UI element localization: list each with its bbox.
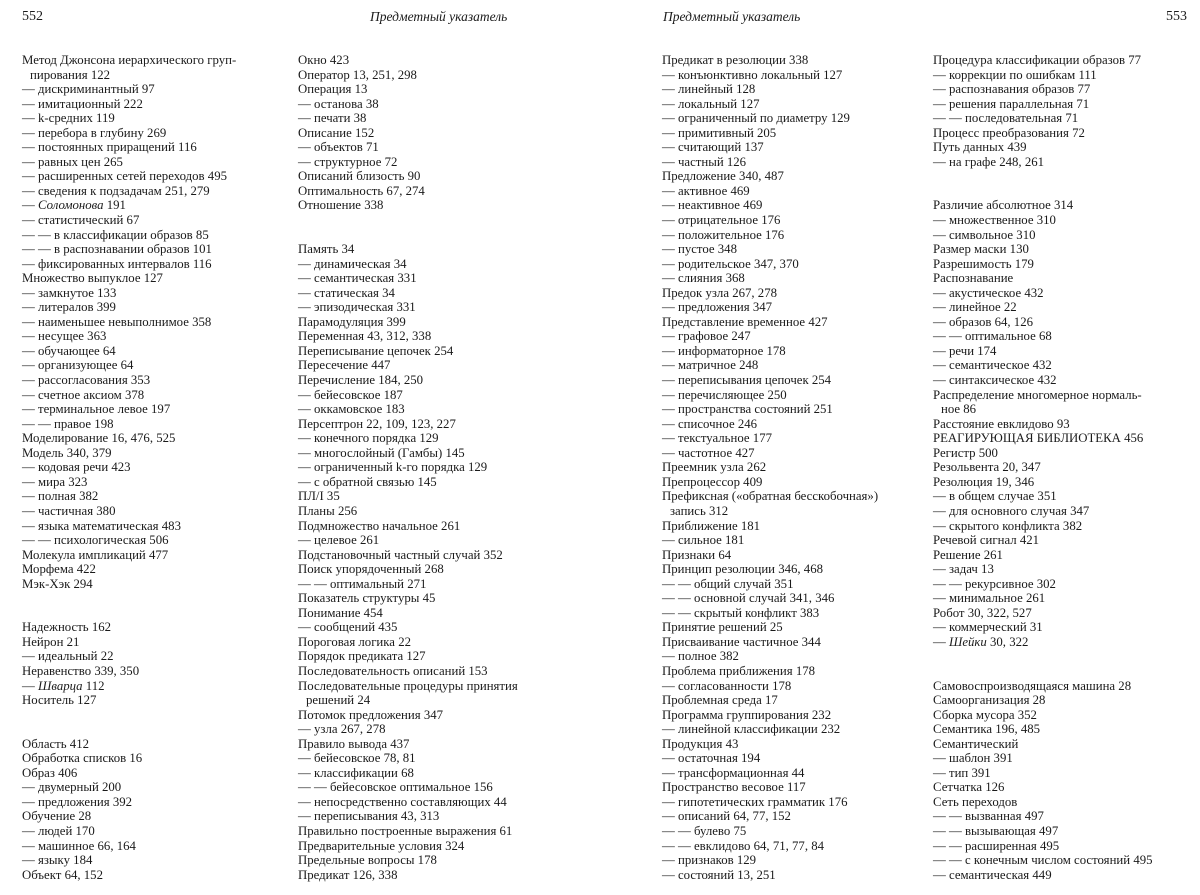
index-entry: Предикат 126, 338 (298, 867, 398, 882)
index-entry: — оккамовское 183 (298, 402, 405, 417)
index-entry: Парамодуляция 399 (298, 314, 406, 329)
index-entry: — полная 382 (22, 489, 99, 504)
index-entry: — постоянных приращений 116 (22, 140, 197, 155)
index-entry: — активное 469 (662, 183, 750, 198)
index-entry: Речевой сигнал 421 (933, 533, 1040, 548)
section-gap (298, 228, 598, 243)
index-entry: Семантический (933, 736, 1019, 751)
index-entry: Потомок предложения 347 (298, 707, 444, 722)
index-entry: — решения параллельная 71 (933, 96, 1090, 111)
index-entry: — — вызванная 497 (933, 809, 1044, 824)
index-entry: Объект 64, 152 (22, 867, 103, 882)
index-entry: Нейрон 21 (22, 634, 80, 649)
index-entry: Модель 340, 379 (22, 445, 112, 460)
left-page-number: 552 (22, 9, 43, 24)
index-entry: Расстояние евклидово 93 (933, 416, 1070, 431)
index-entry: Семантика 196, 485 (933, 722, 1041, 737)
index-entry: Описание 152 (298, 125, 375, 140)
index-entry: — расширенных сетей переходов 495 (22, 169, 227, 184)
index-entry: — — основной случай 341, 346 (662, 591, 835, 606)
index-entry: — состояний 13, 251 (662, 867, 776, 882)
index-entry: — семантическая 331 (298, 271, 417, 286)
index-entry: — динамическая 34 (298, 256, 407, 271)
index-entry: — синтаксическое 432 (933, 373, 1057, 388)
index-entry: — в общем случае 351 (933, 489, 1057, 504)
index-entry: Разрешимость 179 (933, 256, 1034, 271)
section-gap (22, 708, 292, 723)
index-entry: Область 412 (22, 736, 90, 751)
index-entry: — задач 13 (933, 562, 994, 577)
index-entry: — трансформационная 44 (662, 765, 805, 780)
index-entry: Молекула импликаций 477 (22, 547, 169, 562)
index-entry: — локальный 127 (662, 96, 760, 111)
index-entry: Программа группирования 232 (662, 707, 832, 722)
index-entry: — гипотетических грамматик 176 (662, 794, 848, 809)
index-entry: Показатель структуры 45 (298, 591, 436, 606)
index-entry: — несущее 363 (22, 329, 107, 344)
index-entry: Переменная 43, 312, 338 (298, 329, 432, 344)
index-entry: Робот 30, 322, 527 (933, 605, 1032, 620)
index-entry: Пороговая логика 22 (298, 634, 411, 649)
index-entry: — тип 391 (933, 765, 991, 780)
index-entry: Резолюция 19, 346 (933, 474, 1035, 489)
index-entry: Морфема 422 (22, 562, 96, 577)
index-entry: — структурное 72 (298, 154, 398, 169)
index-entry: Продукция 43 (662, 736, 739, 751)
index-entry: Принятие решений 25 (662, 620, 783, 635)
index-entry: — — последовательная 71 (933, 111, 1079, 126)
index-entry: Процедура классификации образов 77 (933, 53, 1142, 67)
index-entry: — линейной классификации 232 (662, 722, 841, 737)
index-entry: — бейесовское 78, 81 (298, 751, 416, 766)
index-entry: — с обратной связью 145 (298, 474, 437, 489)
index-entry: — — булево 75 (662, 823, 747, 838)
index-entry: — информаторное 178 (662, 343, 786, 358)
section-gap (22, 606, 292, 621)
index-entry: — коррекции по ошибкам 111 (933, 67, 1097, 82)
index-entry: — частичная 380 (22, 503, 116, 518)
index-entry: Надежность 162 (22, 620, 112, 635)
right-page (600, 0, 1200, 895)
index-entry: Принцип резолюции 346, 468 (662, 562, 824, 577)
index-entry: Проблема приближения 178 (662, 663, 816, 678)
index-column-1 (22, 53, 292, 882)
index-entry: Переписывание цепочек 254 (298, 343, 454, 358)
index-entry: Персептрон 22, 109, 123, 227 (298, 416, 456, 431)
index-entry: Префиксная («обратная бесскобочная») (662, 489, 879, 504)
index-entry: — конъюнктивно локальный 127 (662, 67, 843, 82)
section-gap (933, 649, 1198, 664)
index-entry: Резольвента 20, 347 (933, 460, 1041, 475)
section-gap (22, 591, 292, 606)
index-entry: — семантическое 432 (933, 358, 1052, 373)
index-entry: Предложение 340, 487 (662, 169, 784, 184)
index-entry: — непосредственно составляющих 44 (298, 794, 507, 809)
index-entry: — замкнутое 133 (22, 285, 117, 300)
index-entry: — — в распознавании образов 101 (22, 242, 212, 257)
index-entry: — дискриминантный 97 (22, 82, 155, 97)
index-entry: — семантическая 449 (933, 867, 1052, 882)
index-entry: — согласованности 178 (662, 678, 792, 693)
index-entry: — — вызывающая 497 (933, 823, 1059, 838)
index-entry: Моделирование 16, 476, 525 (22, 431, 176, 446)
index-entry: — перечисляющее 250 (662, 387, 787, 402)
index-entry: — k-средних 119 (22, 111, 115, 126)
index-entry: Преемник узла 262 (662, 460, 767, 475)
index-entry: — сильное 181 (662, 533, 745, 548)
index-entry: — рассогласования 353 (22, 373, 151, 388)
index-entry: — признаков 129 (662, 853, 757, 868)
index-entry: — счетное аксиом 378 (22, 387, 145, 402)
index-entry: Планы 256 (298, 503, 358, 518)
index-entry: — языку 184 (22, 853, 93, 868)
index-entry: — текстуальное 177 (662, 431, 772, 446)
index-entry: Сетчатка 126 (933, 780, 1005, 795)
index-entry: — целевое 261 (298, 533, 380, 548)
index-entry: Приближение 181 (662, 518, 761, 533)
index-entry: — языка математическая 483 (22, 518, 181, 533)
index-entry: Правило вывода 437 (298, 736, 410, 751)
index-entry: Мэк-Хэк 294 (22, 576, 93, 591)
index-entry: Путь данных 439 (933, 140, 1027, 155)
index-entry: — узла 267, 278 (298, 722, 386, 737)
index-entry: Предок узла 267, 278 (662, 285, 777, 300)
index-entry: — слияния 368 (662, 271, 745, 286)
index-entry: Признаки 64 (662, 547, 732, 562)
index-entry: Оператор 13, 251, 298 (298, 67, 417, 82)
index-entry: Предварительные условия 324 (298, 838, 465, 853)
index-entry: — фиксированных интервалов 116 (22, 256, 212, 271)
index-entry: — статическая 34 (298, 285, 395, 300)
index-entry: — — общий случай 351 (662, 576, 794, 591)
index-entry: — терминальное левое 197 (22, 402, 171, 417)
index-entry: — считающий 137 (662, 140, 764, 155)
index-entry: Носитель 127 (22, 693, 97, 708)
index-entry: Присваивание частичное 344 (662, 634, 821, 649)
index-entry: Поиск упорядоченный 268 (298, 562, 444, 577)
index-entry: — сообщений 435 (298, 620, 398, 635)
index-column-4 (933, 53, 1198, 882)
index-entry: — — бейесовское оптимальное 156 (298, 780, 493, 795)
index-entry: Препроцессор 409 (662, 474, 763, 489)
index-entry: — переписывания цепочек 254 (662, 373, 832, 388)
index-entry: — шаблон 391 (933, 751, 1013, 766)
index-entry: — объектов 71 (298, 140, 379, 155)
index-entry: Множество выпуклое 127 (22, 271, 163, 286)
index-entry: Самовоспроизводящаяся машина 28 (933, 678, 1132, 693)
index-entry: Описаний близость 90 (298, 169, 421, 184)
index-entry: Распознавание (933, 271, 1014, 286)
index-entry: — множественное 310 (933, 213, 1056, 228)
index-entry: — имитационный 222 (22, 96, 143, 111)
index-entry: — коммерческий 31 (933, 620, 1043, 635)
index-entry: — эпизодическая 331 (298, 300, 416, 315)
index-entry: Размер маски 130 (933, 242, 1029, 257)
section-gap (298, 213, 598, 228)
index-entry: — символьное 310 (933, 227, 1036, 242)
index-entry: — родительское 347, 370 (662, 256, 799, 271)
index-entry: Процесс преобразования 72 (933, 125, 1085, 140)
index-entry: — образов 64, 126 (933, 314, 1033, 329)
index-entry: Порядок предиката 127 (298, 649, 426, 664)
index-entry: Неравенство 339, 350 (22, 663, 140, 678)
index-entry: — литералов 399 (22, 300, 116, 315)
index-entry: — предложения 347 (662, 300, 773, 315)
left-running-title: Предметный указатель (370, 9, 508, 24)
index-entry: — минимальное 261 (933, 591, 1046, 606)
index-entry: — отрицательное 176 (662, 213, 781, 228)
index-entry: Память 34 (298, 242, 355, 257)
index-entry: Обучение 28 (22, 809, 92, 824)
index-entry: Представление временное 427 (662, 314, 828, 329)
index-entry: Последовательность описаний 153 (298, 663, 488, 678)
index-entry: — ограниченный по диаметру 129 (662, 111, 850, 126)
index-entry: — конечного порядка 129 (298, 431, 439, 446)
index-entry: Обработка списков 16 (22, 751, 143, 766)
index-entry: — линейное 22 (933, 300, 1017, 315)
index-entry: Решение 261 (933, 547, 1003, 562)
index-entry: — — евклидово 64, 71, 77, 84 (662, 838, 825, 853)
index-entry: — пространства состояний 251 (662, 402, 833, 417)
index-entry: Проблемная среда 17 (662, 693, 778, 708)
section-gap (933, 169, 1198, 184)
right-running-title: Предметный указатель (663, 9, 801, 24)
section-gap (933, 184, 1198, 199)
index-entry: — многослойный (Гамбы) 145 (298, 445, 465, 460)
index-entry: — классификации 68 (298, 765, 414, 780)
index-entry: — неактивное 469 (662, 198, 763, 213)
index-entry: — частный 126 (662, 154, 747, 169)
index-entry: Последовательные процедуры принятия (298, 678, 518, 693)
index-entry: ное 86 (941, 402, 977, 417)
index-entry: — идеальный 22 (22, 649, 114, 664)
index-entry: — Шварца 112 (22, 678, 105, 693)
index-entry: — — расширенная 495 (933, 838, 1060, 853)
index-entry: — предложения 392 (22, 794, 133, 809)
index-entry: — наименьшее невыполнимое 358 (22, 314, 212, 329)
index-entry: — пустое 348 (662, 242, 737, 257)
index-entry: Распределение многомерное нормаль- (933, 387, 1142, 402)
right-page-number: 553 (1166, 9, 1187, 24)
index-entry: — кодовая речи 423 (22, 460, 131, 475)
index-entry: Подмножество начальное 261 (298, 518, 461, 533)
section-gap (22, 722, 292, 737)
index-entry: — печати 38 (298, 111, 367, 126)
index-column-3 (662, 53, 927, 882)
index-entry: Самоорганизация 28 (933, 693, 1046, 708)
index-entry: — — оптимальное 68 (933, 329, 1052, 344)
index-entry: — положительное 176 (662, 227, 785, 242)
index-entry: запись 312 (670, 503, 729, 518)
index-entry: Подстановочный частный случай 352 (298, 547, 503, 562)
index-entry: решений 24 (306, 693, 371, 708)
index-entry: — — психологическая 506 (22, 533, 169, 548)
index-entry: Пространство весовое 117 (662, 780, 806, 795)
index-entry: — примитивный 205 (662, 125, 777, 140)
index-entry: — перебора в глубину 269 (22, 125, 167, 140)
index-entry: — скрытого конфликта 382 (933, 518, 1083, 533)
index-entry: пирования 122 (30, 67, 111, 82)
index-entry: — обучающее 64 (22, 343, 116, 358)
index-entry: — матричное 248 (662, 358, 759, 373)
index-entry: Операция 13 (298, 82, 368, 97)
index-entry: — акустическое 432 (933, 285, 1044, 300)
index-entry: — линейный 128 (662, 82, 756, 97)
index-entry: — частотное 427 (662, 445, 755, 460)
index-entry: Правильно построенные выражения 61 (298, 823, 513, 838)
index-entry: Оптимальность 67, 274 (298, 183, 425, 198)
index-entry: Образ 406 (22, 765, 78, 780)
index-entry: — для основного случая 347 (933, 503, 1090, 518)
index-entry: — описаний 64, 77, 152 (662, 809, 791, 824)
index-entry: — — правое 198 (22, 416, 114, 431)
index-entry: — Шейки 30, 322 (933, 634, 1029, 649)
index-entry: — двумерный 200 (22, 780, 122, 795)
index-entry: Метод Джонсона иерархического груп- (22, 53, 237, 67)
index-entry: — речи 174 (933, 343, 997, 358)
index-entry: — полное 382 (662, 649, 739, 664)
index-entry: Предикат в резолюции 338 (662, 53, 809, 67)
index-entry: — людей 170 (22, 823, 95, 838)
index-entry: Пересечение 447 (298, 358, 391, 373)
index-entry: — графовое 247 (662, 329, 751, 344)
index-entry: — распознавания образов 77 (933, 82, 1091, 97)
index-entry: — — скрытый конфликт 383 (662, 605, 820, 620)
index-entry: — ограниченный k-го порядка 129 (298, 460, 488, 475)
index-entry: Сборка мусора 352 (933, 707, 1037, 722)
index-entry: — организующее 64 (22, 358, 134, 373)
index-entry: — бейесовское 187 (298, 387, 403, 402)
index-entry: — Соломонова 191 (22, 198, 126, 213)
index-entry: — статистический 67 (22, 213, 140, 228)
index-entry: — останова 38 (298, 96, 379, 111)
index-entry: Отношение 338 (298, 198, 384, 213)
index-entry: — на графе 248, 261 (933, 154, 1045, 169)
index-entry: Понимание 454 (298, 605, 383, 620)
index-entry: — переписывания 43, 313 (298, 809, 440, 824)
index-entry: Различие абсолютное 314 (933, 198, 1074, 213)
index-entry: — сведения к подзадачам 251, 279 (22, 183, 210, 198)
index-entry: — — оптимальный 271 (298, 576, 427, 591)
index-entry: Предельные вопросы 178 (298, 853, 437, 868)
index-entry: — машинное 66, 164 (22, 838, 136, 853)
index-entry: — — рекурсивное 302 (933, 576, 1056, 591)
index-entry: — — с конечным числом состояний 495 (933, 853, 1153, 868)
index-entry: — мира 323 (22, 474, 88, 489)
section-gap (933, 664, 1198, 679)
index-entry: Окно 423 (298, 53, 350, 67)
index-entry: — остаточная 194 (662, 751, 761, 766)
index-column-2 (298, 53, 598, 882)
index-entry: Перечисление 184, 250 (298, 373, 424, 388)
index-entry: РЕАГИРУЮЩАЯ БИБЛИОТЕКА 456 (933, 431, 1144, 446)
index-entry: Сеть переходов (933, 794, 1018, 809)
index-entry: Регистр 500 (933, 445, 998, 460)
index-entry: — равных цен 265 (22, 154, 123, 169)
index-entry: — — в классификации образов 85 (22, 227, 209, 242)
index-entry: — списочное 246 (662, 416, 758, 431)
index-entry: ПЛ/I 35 (298, 489, 340, 504)
